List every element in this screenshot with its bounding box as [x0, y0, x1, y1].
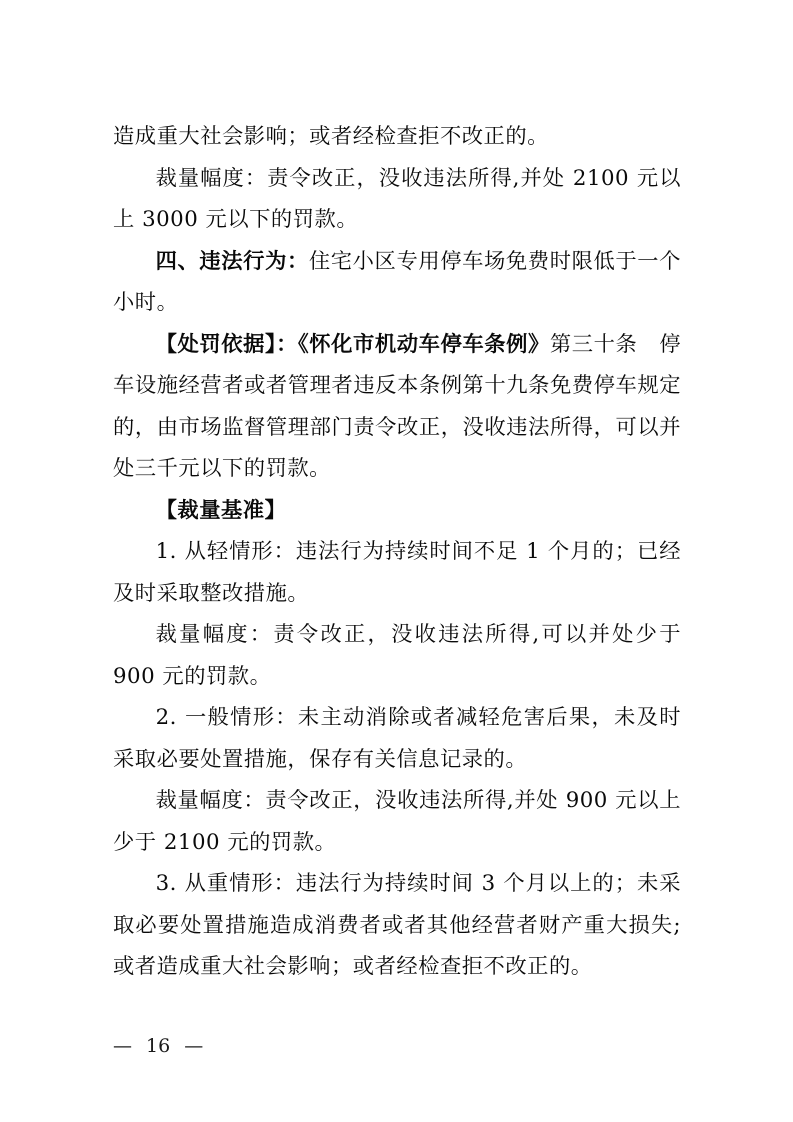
text-run: 造成重大社会影响；或者经检查拒不改正的。	[113, 124, 549, 149]
text-run: 2. 一般情形：未主动消除或者减轻危害后果，未及时采取必要处置措施，保存有关信息记录的。	[113, 705, 681, 772]
paragraph	[113, 241, 681, 324]
paragraph	[113, 614, 681, 697]
paragraph	[113, 697, 681, 780]
text-run: 1. 从轻情形：违法行为持续时间不足 1 个月的；已经及时采取整改措施。	[113, 539, 681, 606]
text-run: 裁量幅度：责令改正，没收违法所得,可以并处少于 900 元的罚款。	[113, 622, 681, 689]
paragraph	[113, 780, 681, 863]
text-run: 3. 从重情形：违法行为持续时间 3 个月以上的；未采取必要处置措施造成消费者或者其他经营者财产重大损失;或者造成重大社会影响；或者经检查拒不改正的。	[113, 871, 681, 979]
page-number: 16	[146, 1035, 171, 1057]
text-run: 第三十条 停车设施经营者或者管理者违反本条例第十九条免费停车规定的，由市场监督管理部门责令改正，没收违法所得，可以并处三千元以下的罚款。	[113, 331, 681, 481]
page-footer	[113, 1032, 203, 1060]
text-run: 住宅小区专用停车场免费时限低于一个小时。	[113, 248, 681, 315]
text-run: 裁量幅度：责令改正，没收违法所得,并处 900 元以上少于 2100 元的罚款。	[113, 788, 681, 855]
document-body	[113, 116, 681, 988]
paragraph	[113, 490, 681, 532]
paragraph	[113, 863, 681, 988]
paragraph	[113, 116, 681, 158]
bold-text-run: 【裁量基准】	[155, 497, 287, 523]
footer-right-dash: —	[184, 1035, 204, 1057]
footer-left-dash: —	[113, 1035, 132, 1057]
paragraph	[113, 324, 681, 490]
text-run: 裁量幅度：责令改正，没收违法所得,并处 2100 元以上 3000 元以下的罚款。	[113, 165, 681, 232]
paragraph	[113, 158, 681, 241]
bold-text-run: 【处罚依据】：《怀化市机动车停车条例》	[155, 331, 550, 357]
bold-text-run: 四、违法行为：	[155, 248, 309, 274]
paragraph	[113, 531, 681, 614]
